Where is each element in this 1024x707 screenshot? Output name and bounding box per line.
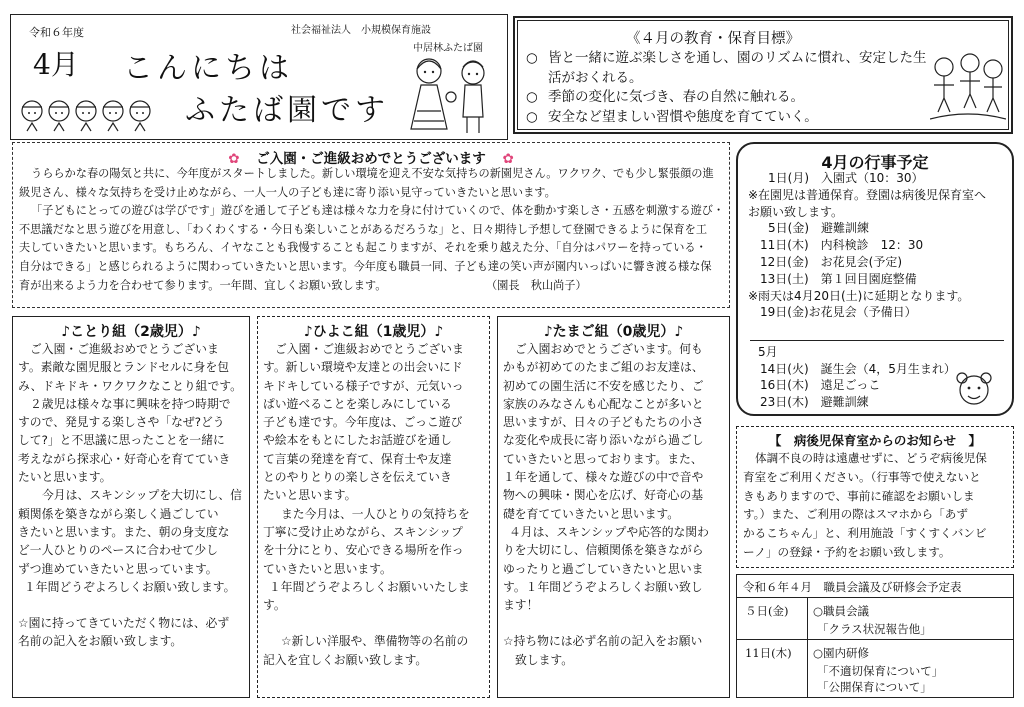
- kotori-line: きたいと思います。また、朝の身支度な: [18, 524, 230, 539]
- meeting-item: 「不適切保育について」: [817, 664, 944, 678]
- kotori-line: すので、発見する楽しさや「なぜ?どう: [18, 415, 225, 430]
- kotori-text: [18, 340, 248, 651]
- hiyoko-line: を十分にとり、安心できる場所を作っ: [263, 543, 464, 558]
- tamago-line: 礎を育てていきたいと思います。: [503, 506, 680, 521]
- month-title: 4月: [33, 48, 79, 81]
- kotori-line: 名前の記入をお願い致します。: [18, 634, 183, 649]
- meeting-item: 「クラス状況報告他」: [817, 622, 932, 636]
- hiyoko-line: ぱい遊べることを楽しみにしている: [263, 396, 452, 411]
- tamago-line: ４月は、スキンシップや応答的な関わ: [509, 524, 709, 539]
- welcome-signature: （園長 秋山尚子）: [485, 278, 587, 292]
- schedule-item: お願い致します。: [748, 204, 844, 219]
- hiyoko-box: [257, 316, 490, 698]
- kotori-line: １年間どうぞよろしくお願い致します。: [24, 579, 236, 594]
- may-item: 14日(火) 誕生会（4，5月生まれ）: [760, 361, 956, 376]
- header-box: [10, 14, 508, 140]
- hiyoko-line: す。新しい環境や友達との出会いにド: [263, 360, 463, 375]
- meeting-item: ○職員会議: [813, 604, 870, 618]
- goals-title: 《４月の教育・保育目標》: [626, 31, 800, 47]
- tamago-line: 物への興味・関心を広げ、好奇心の基: [503, 488, 704, 503]
- meeting-date: 11日(木): [745, 646, 792, 660]
- kotori-line: ずつ進めていきたいと思っています。: [18, 561, 218, 576]
- tamago-text: [503, 340, 729, 669]
- tamago-line: 初めての園生活に不安を感じたり、ご: [503, 378, 704, 393]
- hiyoko-line: たいと思います。: [263, 488, 357, 503]
- welcome-line: 「子どもにとっての遊びは学びです」遊びを通して子ども達は様々な力を身に付けていくので、体を動かす楽しさ・五感を刺激する遊び・: [31, 204, 725, 218]
- flower-icon: ✿: [228, 151, 240, 167]
- meeting-item: ○園内研修: [813, 646, 870, 660]
- welcome-title-row: [13, 147, 729, 167]
- hiyoko-line: また今月は、一人ひとりの気持ちを: [281, 506, 470, 521]
- welcome-line: 夫していきたいと思います。もちろん、イヤなことも我慢することも起こりますが、それを乗り越えた分、「自分はパワーを持っている・: [19, 241, 707, 255]
- bear-illustration: [948, 370, 1000, 410]
- notice-line: きもありますので、事前に確認をお願いしま: [743, 488, 975, 503]
- tamago-line: [503, 614, 729, 632]
- schedule-list: [748, 170, 1010, 321]
- kotori-line: 今月は、スキンシップを大切にし、信: [42, 488, 242, 503]
- notice-line: 育室をご利用ください。（行事等で使えないと: [743, 469, 981, 484]
- kotori-line: ど一人ひとりのペースに合わせて少し: [18, 543, 218, 558]
- kotori-line: ご入園・ご進級おめでとうございま: [30, 342, 219, 356]
- kotori-line: [18, 596, 248, 614]
- tamago-line: ご入園おめでとうございます。何も: [515, 342, 703, 356]
- goals-list: [526, 49, 936, 127]
- hiyoko-line: 子ども達です。今年度は、ごっこ遊び: [263, 415, 463, 430]
- children-illustration: [17, 95, 167, 137]
- tamago-line: ていきたいと思っております。また、: [503, 451, 703, 466]
- hiyoko-line: キドキしている様子ですが、元気いっ: [263, 378, 464, 393]
- hiyoko-line: とのやりとりの楽しさを伝えていき: [263, 470, 452, 485]
- schedule-item: 11日(木) 内科検診 12：30: [760, 238, 924, 253]
- schedule-item: 5日(金) 避難訓練: [768, 221, 869, 236]
- greeting-line-2: ふたば園です: [185, 93, 389, 128]
- notice-line: 体調不良の時は遠慮せずに、どうぞ病後児保: [755, 451, 987, 465]
- may-heading: 5月: [758, 345, 778, 359]
- tamago-line: ゆったりと過ごしていきたいと思いま: [503, 561, 704, 576]
- hiyoko-line: １年間どうぞよろしくお願いいたしま: [269, 579, 470, 594]
- schedule-item: ※在園児は普通保育。登園は病後児保育室へ: [748, 187, 987, 202]
- kotori-line: 考えながら探求心・好奇心を育てていき: [18, 451, 231, 466]
- goal-item: ○ 皆と一緒に遊ぶ楽しさを通し、園のリズムに慣れ、安定した生活がおくれる。: [526, 50, 927, 86]
- greeting-line-1: こんにちは: [123, 51, 293, 86]
- hiyoko-title: ♪ひよこ組（1歳児）♪: [303, 324, 444, 340]
- meetings-title: 令和６年４月 職員会議及び研修会予定表: [743, 580, 962, 594]
- kotori-line: 頼関係を築きながら楽しく過ごしてい: [18, 506, 219, 521]
- tamago-line: かもが初めてのたまご組のお友達は、: [503, 360, 704, 375]
- welcome-line: 級児さん、様々な気持ちを受け止めながら、一人一人の子ども達に寄り添い見守っていきたいと思います。: [19, 185, 556, 199]
- goals-inner-box: [517, 20, 1009, 130]
- kotori-title: ♪ことり組（2歳児）♪: [61, 324, 201, 340]
- notice-line: す。）また、ご利用の際はスマホから「あず: [743, 507, 968, 522]
- schedule-item: 19日(金)お花見会（予備日）: [760, 305, 917, 320]
- kotori-box: [12, 316, 250, 698]
- tamago-line: 思いますが、日々の子どもたちの小さ: [503, 415, 704, 430]
- kotori-line: す。素敵な園児服とランドセルに身を包: [18, 360, 230, 375]
- meetings-table: [736, 574, 1014, 698]
- welcome-line: 育が出来るよう力を合わせて参ります。一年間、宜しくお願い致します。: [19, 278, 387, 292]
- hiyoko-line: や絵本をもとにしたお話遊びを通し: [263, 433, 452, 448]
- kotori-line: ２歳児は様々な事に興味を持つ時期で: [30, 396, 231, 411]
- hiyoko-line: [263, 614, 489, 632]
- notice-line: ーノ」の登録・予約をお願い致します。: [743, 544, 951, 559]
- tamago-line: りを大切にし、信頼関係を築きながら: [503, 543, 704, 558]
- flower-icon: ✿: [502, 151, 514, 167]
- tamago-line: す。１年間どうぞよろしくお願い致し: [503, 579, 703, 594]
- bride-groom-illustration: [399, 51, 503, 139]
- tamago-line: な変化や成長に寄り添いながら過ごし: [503, 433, 704, 448]
- hiyoko-line: て言葉の発達を育て、保育士や友達: [263, 451, 452, 466]
- kotori-line: たいと思います。: [18, 470, 112, 485]
- tamago-box: [497, 316, 730, 698]
- tamago-line: ます！: [503, 598, 539, 613]
- welcome-line: 自分はできる」と感じられるように関わっていきたいと思います。今年度も職員一同、子ども達の笑い声が園内いっぱいに響き渡る様な保: [19, 259, 712, 273]
- welcome-text: [19, 165, 725, 295]
- schedule-box: [736, 142, 1014, 416]
- org-line-1: 社会福祉法人 小規模保育施設: [291, 25, 431, 36]
- hiyoko-text: [263, 340, 489, 669]
- tamago-line: 家族のみなさんも心配なことが多いと: [503, 396, 704, 411]
- org-line-2: 中居林ふたば園: [413, 43, 483, 54]
- schedule-item: 12日(金) お花見会(予定): [760, 254, 902, 269]
- kotori-line: ☆園に持ってきていただく物には、必ず: [18, 616, 230, 631]
- goal-item: ○ 安全など望ましい習慣や態度を育てていく。: [526, 108, 818, 125]
- era-year: 令和６年度: [29, 26, 84, 39]
- tamago-line: ☆持ち物には必ず名前の記入をお願い: [503, 634, 703, 649]
- playing-children-illustration: [930, 51, 1006, 125]
- welcome-line: うららかな春の陽気と共に、今年度がスタートしました。新しい環境を迎え不安な気持ちの新園児さん。ワクワク、でも少し緊張顔の進: [31, 167, 714, 180]
- meeting-date: ５日(金): [745, 604, 789, 618]
- notice-text: [743, 449, 1011, 562]
- schedule-item: 13日(土) 第１回目園庭整備: [760, 271, 917, 286]
- welcome-title: ご入園・ご進級おめでとうございます: [256, 151, 486, 167]
- hiyoko-line: 丁寧に受け止めながら、スキンシップ: [263, 524, 463, 539]
- kotori-line: み、ドキドキ・ワクワクなことり組です。: [18, 378, 242, 393]
- notice-box: [736, 426, 1014, 568]
- may-item: 23日(木) 避難訓練: [760, 394, 869, 409]
- schedule-item: ※雨天は4月20日(土)に延期となります。: [748, 288, 970, 303]
- meeting-item: 「公開保育について」: [817, 680, 932, 694]
- hiyoko-line: ていきたいと思います。: [263, 561, 392, 576]
- schedule-title: 4月の行事予定: [821, 153, 929, 172]
- notice-title: 【 病後児保育室からのお知らせ 】: [768, 433, 982, 448]
- may-item: 16日(木) 遠足ごっこ: [760, 378, 881, 393]
- hiyoko-line: ご入園・ご進級おめでとうございま: [275, 342, 464, 356]
- hiyoko-line: す。: [263, 598, 286, 613]
- kotori-line: して?」と不思議に思ったことを一緒に: [18, 433, 225, 448]
- hiyoko-line: ☆新しい洋服や、準備物等の名前の: [281, 634, 469, 649]
- hiyoko-line: 記入を宜しくお願い致します。: [263, 652, 428, 667]
- tamago-line: 致します。: [515, 652, 574, 667]
- notice-line: かるこちゃん」と、利用施設「すくすくバンビ: [743, 526, 987, 541]
- welcome-box: [12, 142, 730, 308]
- schedule-divider: [750, 340, 1004, 341]
- tamago-title: ♪たまご組（0歳児）♪: [543, 324, 684, 340]
- tamago-line: １年を通して、様々な遊びの中で音や: [503, 470, 704, 485]
- welcome-line: 不思議だなと思う遊びを用意し、「わくわくする・今日も楽しいことがあるだろうな」と、日々期待し予想して登園できるように保育を工: [19, 222, 708, 236]
- goal-item: ○ 季節の変化に気づき、春の自然に触れる。: [526, 89, 804, 105]
- schedule-item: 1日(月) 入園式（10：30）: [768, 171, 924, 185]
